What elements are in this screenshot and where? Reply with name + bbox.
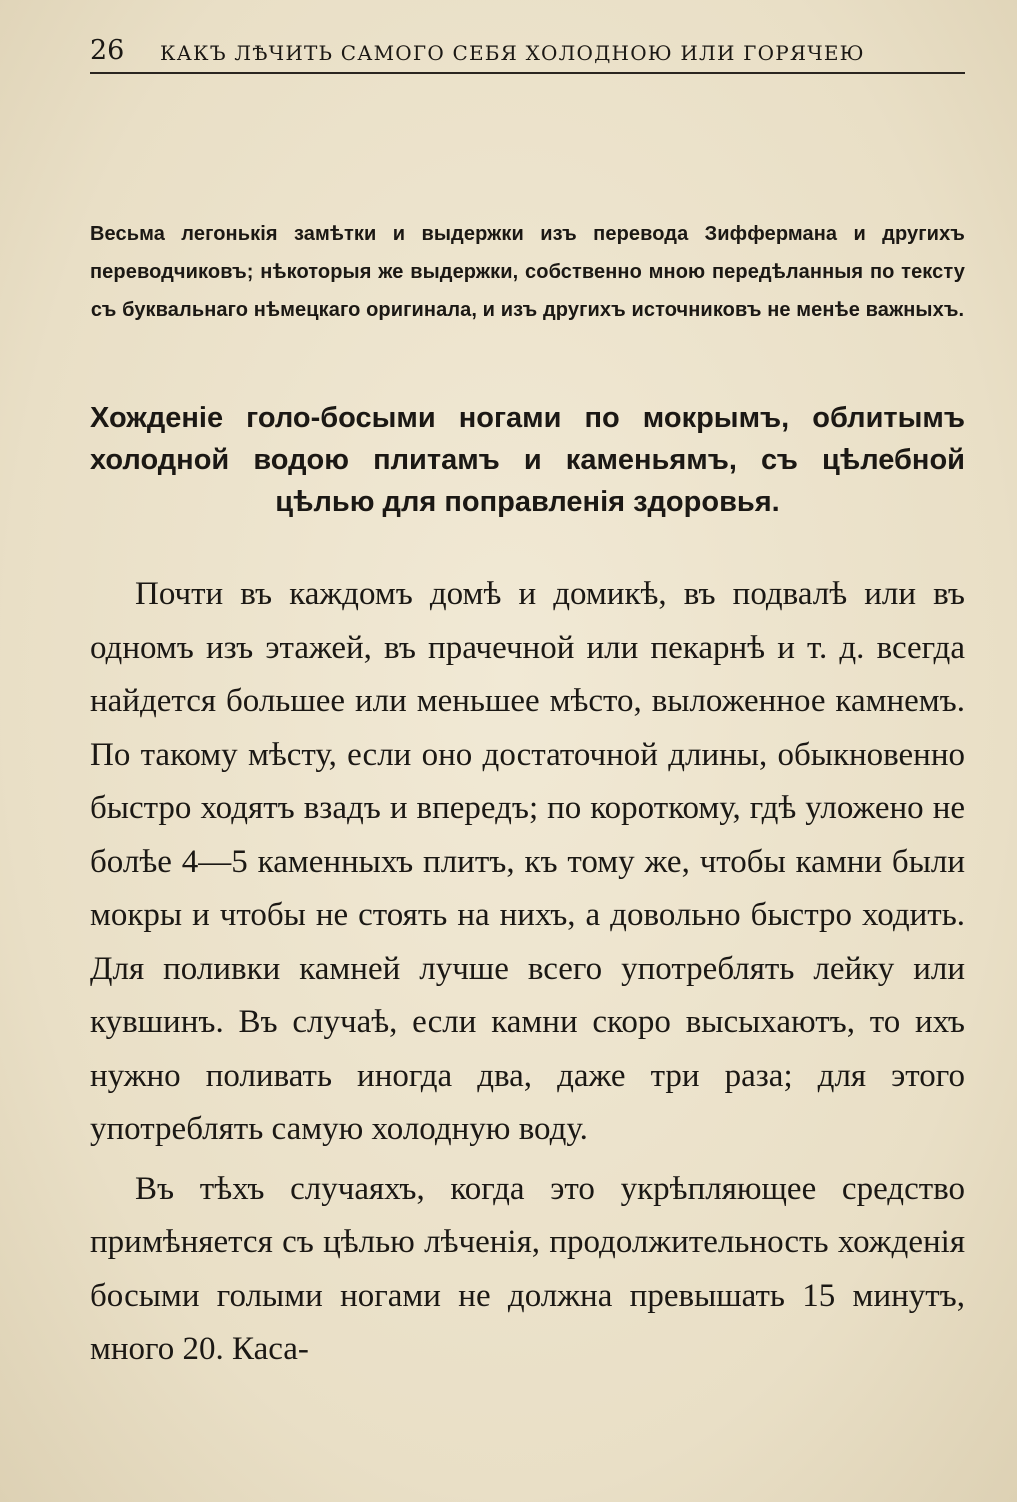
paragraph-2: Въ тѣхъ случаяхъ, когда это укрѣпляющее средство примѣняется съ цѣлью лѣченія, продолжительность хожденія босыми голыми ногами не должна превышать 15 минутъ, много 20. Каса- [90, 1170, 965, 1367]
paragraph-1: Почти въ каждомъ домѣ и домикѣ, въ подвалѣ или въ одномъ изъ этажей, въ прачечной или пекарнѣ и т. д. всегда найдется большее или меньшее мѣсто, выложенное камнемъ. По такому мѣсту, если оно достаточной длины, обыкновенно быстро ходятъ взадъ и впередъ; по короткому, гдѣ уложено не болѣе 4—5 каменныхъ плитъ, къ тому же, чтобы камни были мокры и чтобы не стоять на нихъ, а довольно быстро ходить. Для поливки камней лучше всего употреблять лейку или кувшинъ. Въ случаѣ, если камни скоро высыхаютъ, то ихъ нужно поливать иногда два, даже три раза; для этого употреблять самую холодную воду. [90, 576, 965, 1147]
page-number: 26 [90, 35, 125, 66]
running-title: КАКЪ ЛѢЧИТЬ САМОГО СЕБЯ ХОЛОДНОЮ ИЛИ ГОРЯЧЕЮ [160, 41, 865, 65]
running-header [90, 36, 965, 74]
section-heading: Хожденіе голо-босыми ногами по мокрымъ, облитымъ холодной водою плитамъ и каменьямъ, съ цѣлебной цѣлью для поправленія здоровья. [90, 402, 965, 518]
body-text [90, 568, 965, 1377]
intro-note: Весьма легонькія замѣтки и выдержки изъ перевода Зиффермана и другихъ переводчиковъ; нѣкоторыя же выдержки, собственно мною передѣланныя по тексту съ буквальнаго нѣмецкаго оригинала, и изъ другихъ источниковъ не менѣе важныхъ. [90, 223, 965, 321]
